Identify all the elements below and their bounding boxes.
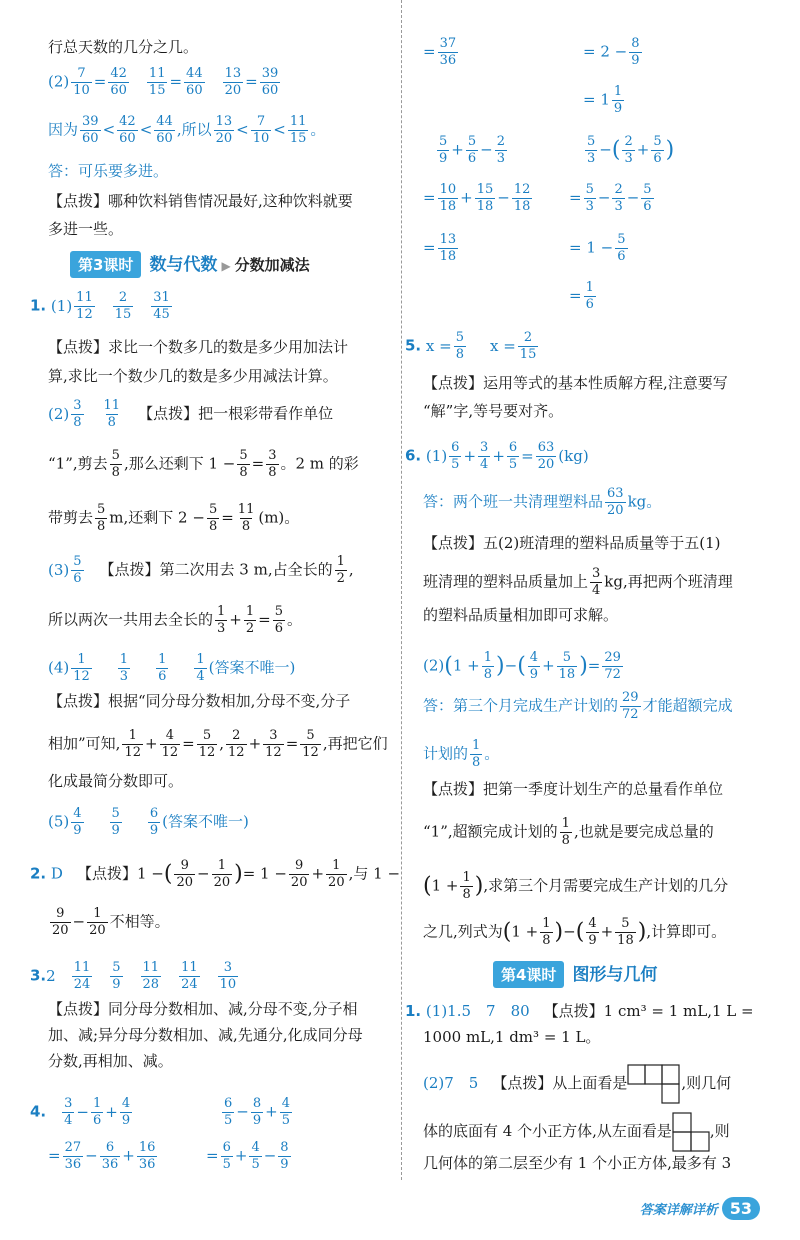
tip-line: 体的底面有 4 个小正方体,从左面看是 ,则 — [423, 1112, 730, 1152]
l4-q1: 1. (1)1.5 7 80 【点拨】1 cm³ = 1 mL,1 L = — [405, 1002, 754, 1020]
q1-5: (5) $\frac{4}{9}$ $\frac{5}{9}$ $\frac{6}{9}$ (答案不唯一) — [48, 806, 249, 838]
tip-line: 【点拨】五(2)班清理的塑料品质量等于五(1) — [423, 534, 721, 552]
tip-line: “解”字,等号要对齐。 — [423, 402, 564, 420]
answer-line: 计划的 $\frac{1}{8}$ 。 — [423, 738, 500, 770]
q4-cont: = 1 $\frac{1}{9}$ — [583, 84, 623, 116]
lesson-topic: 图形与几何 — [572, 965, 658, 985]
left-view-grid-icon — [672, 1112, 710, 1152]
tip-line: “1”,超额完成计划的 $\frac{1}{8}$ ,也就是要完成总量的 — [423, 816, 714, 848]
tip-line: 【点拨】根据“同分母分数相加,分母不变,分子 — [48, 692, 351, 710]
tip-line: $\frac{9}{20}$ − $\frac{1}{20}$ 不相等。 — [52, 906, 170, 938]
tip-line: 带剪去 $\frac{5}{8}$ m,还剩下 2 − $\frac{5}{8}$ = $\frac{11}{8}$ (m)。 — [48, 502, 300, 534]
tip-line: 所以两次一共用去全长的 $\frac{1}{3}$ + $\frac{1}{2}$ = $\frac{5}{6}$ 。 — [48, 604, 303, 636]
triangle-arrow-icon: ▶ — [221, 259, 231, 273]
lesson-4-header — [493, 960, 657, 988]
footer-label: 答案详解详析 — [639, 1203, 718, 1218]
lesson-topic: 数与代数 — [149, 255, 218, 275]
tip-line: 之几,列式为(1 + $\frac{1}{8}$ )−( $\frac{4}{9}$ + $\frac{5}{18}$ ),计算即可。 — [423, 916, 727, 948]
tip-line: 1000 mL,1 dm³ = 1 L。 — [423, 1028, 601, 1046]
lesson-subtopic: 分数加减法 — [234, 256, 310, 274]
q4-cont: = $\frac{37}{36}$ — [423, 36, 457, 68]
q6-1: 6. (1) $\frac{6}{5}$ + $\frac{3}{4}$ + $\frac{6}{5}$ = $\frac{63}{20}$ (kg) — [405, 440, 589, 472]
q4-step: = 1 − $\frac{5}{6}$ — [569, 232, 626, 264]
q5: 5. x = $\frac{5}{8}$ x = $\frac{2}{15}$ — [405, 330, 537, 362]
l4-q2: (2)7 5 【点拨】从上面看是 ,则几何 — [423, 1064, 731, 1104]
tip-line: 算,求比一个数少几的数是多少用减法计算。 — [48, 367, 338, 385]
q-2-fractions: (2) $\frac{7}{10}$ = $\frac{42}{60}$ $\frac{11}{15}$ = $\frac{44}{60}$ $\frac{13}{20}$ = $\frac{39}{60}$ — [48, 66, 279, 98]
q4-step: = $\frac{10}{18}$ + $\frac{15}{18}$ − $\frac{12}{18}$ — [423, 182, 531, 214]
q4-expr: $\frac{5}{9}$ + $\frac{5}{6}$ − $\frac{2}{3}$ — [439, 134, 505, 166]
q1-1: 1. (1) $\frac{11}{12}$ $\frac{2}{15}$ $\frac{31}{45}$ — [30, 290, 170, 322]
q6-2: (2)(1 + $\frac{1}{8}$ )−( $\frac{4}{9}$ + $\frac{5}{18}$ )= $\frac{29}{72}$ — [423, 650, 621, 682]
q3: 3.2 $\frac{11}{24}$ $\frac{5}{9}$ $\frac{11}{28}$ $\frac{11}{24}$ $\frac{3}{10}$ — [30, 960, 237, 992]
q4-right-step: = $\frac{6}{5}$ + $\frac{4}{5}$ − $\frac{8}{9}$ — [206, 1140, 289, 1172]
q1-3: (3) $\frac{5}{6}$ 【点拨】第二次用去 3 m,占全长的 $\frac{1}{2}$ , — [48, 554, 354, 586]
answer-line: 答：第三个月完成生产计划的 $\frac{29}{72}$ 才能超额完成 — [423, 690, 733, 722]
tip-line: 多进一些。 — [48, 220, 124, 238]
tip-line: 几何体的第二层至少有 1 个小正方体,最多有 3 — [423, 1154, 732, 1172]
page-number: 53 — [722, 1197, 760, 1220]
tip-line: 分数,再相加、减。 — [48, 1052, 173, 1070]
tip-line: 【点拨】哪种饮料销售情况最好,这种饮料就要 — [48, 192, 353, 210]
q4-step: = $\frac{5}{3}$ − $\frac{2}{3}$ − $\frac{5}{6}$ — [569, 182, 652, 214]
top-view-grid-icon — [627, 1064, 681, 1104]
tip-line: (1 + $\frac{1}{8}$ ),求第三个月需要完成生产计划的几分 — [423, 870, 729, 902]
q4-left: 4. $\frac{3}{4}$ − $\frac{1}{6}$ + $\frac{4}{9}$ — [30, 1096, 131, 1128]
tip-line: “1”,剪去 $\frac{5}{8}$ ,那么还剩下 1 − $\frac{5}{8}$ = $\frac{3}{8}$ 。2 m 的彩 — [48, 448, 359, 480]
tip-line: 的塑料品质量相加即可求解。 — [423, 606, 619, 624]
lesson-tag: 第4课时 — [493, 961, 564, 988]
answer-line: 答：两个班一共清理塑料品 $\frac{63}{20}$ kg。 — [423, 486, 662, 518]
column-divider — [401, 0, 402, 1180]
page-footer — [640, 1197, 760, 1220]
tip-line: 班清理的塑料品质量加上 $\frac{3}{4}$ kg,再把两个班清理 — [423, 566, 733, 598]
q1-2: (2) $\frac{3}{8}$ $\frac{11}{8}$ 【点拨】把一根彩带看作单位 — [48, 398, 334, 430]
text-line: 行总天数的几分之几。 — [48, 38, 199, 56]
q4-step: = $\frac{1}{6}$ — [569, 280, 594, 312]
tip-line: 【点拨】求比一个数多几的数是多少用加法计 — [48, 338, 349, 356]
tip-line: 【点拨】运用等式的基本性质解方程,注意要写 — [423, 374, 728, 392]
tip-line: 相加”可知, $\frac{1}{12}$ + $\frac{4}{12}$ = $\frac{5}{12}$ , $\frac{2}{12}$ + $\frac{3}{12}$ = $\frac{5}{12}$ ,再把它们 — [48, 728, 388, 760]
q4-right: $\frac{6}{5}$ − $\frac{8}{9}$ + $\frac{4}{5}$ — [224, 1096, 290, 1128]
answer-line: 答：可乐要多进。 — [48, 162, 169, 180]
q4-cont: = 2 − $\frac{8}{9}$ — [583, 36, 640, 68]
q4-expr: $\frac{5}{3}$ −( $\frac{2}{3}$ + $\frac{5}{6}$ ) — [587, 134, 675, 166]
compare-line: 因为 $\frac{39}{60}$ < $\frac{42}{60}$ < $\frac{44}{60}$ ,所以 $\frac{13}{20}$ < $\frac{7}{10}$ < $\frac{11}{15}$ 。 — [48, 114, 326, 146]
lesson-3-header — [70, 250, 310, 278]
tip-line: 【点拨】把第一季度计划生产的总量看作单位 — [423, 780, 724, 798]
tip-line: 加、减;异分母分数相加、减,先通分,化成同分母 — [48, 1026, 363, 1044]
tip-line: 【点拨】同分母分数相加、减,分母不变,分子相 — [48, 1000, 358, 1018]
q1-4: (4) $\frac{1}{12}$ $\frac{1}{3}$ $\frac{1}{6}$ $\frac{1}{4}$ (答案不唯一) — [48, 652, 296, 684]
lesson-tag: 第3课时 — [70, 251, 141, 278]
q4-step: = $\frac{13}{18}$ — [423, 232, 457, 264]
q2: 2. D 【点拨】1 −( $\frac{9}{20}$ − $\frac{1}{20}$ )= 1 − $\frac{9}{20}$ + $\frac{1}{20}$ ,与 1 − — [30, 858, 401, 890]
q4-left-step: = $\frac{27}{36}$ − $\frac{6}{36}$ + $\frac{16}{36}$ — [48, 1140, 156, 1172]
tip-line: 化成最简分数即可。 — [48, 772, 184, 790]
